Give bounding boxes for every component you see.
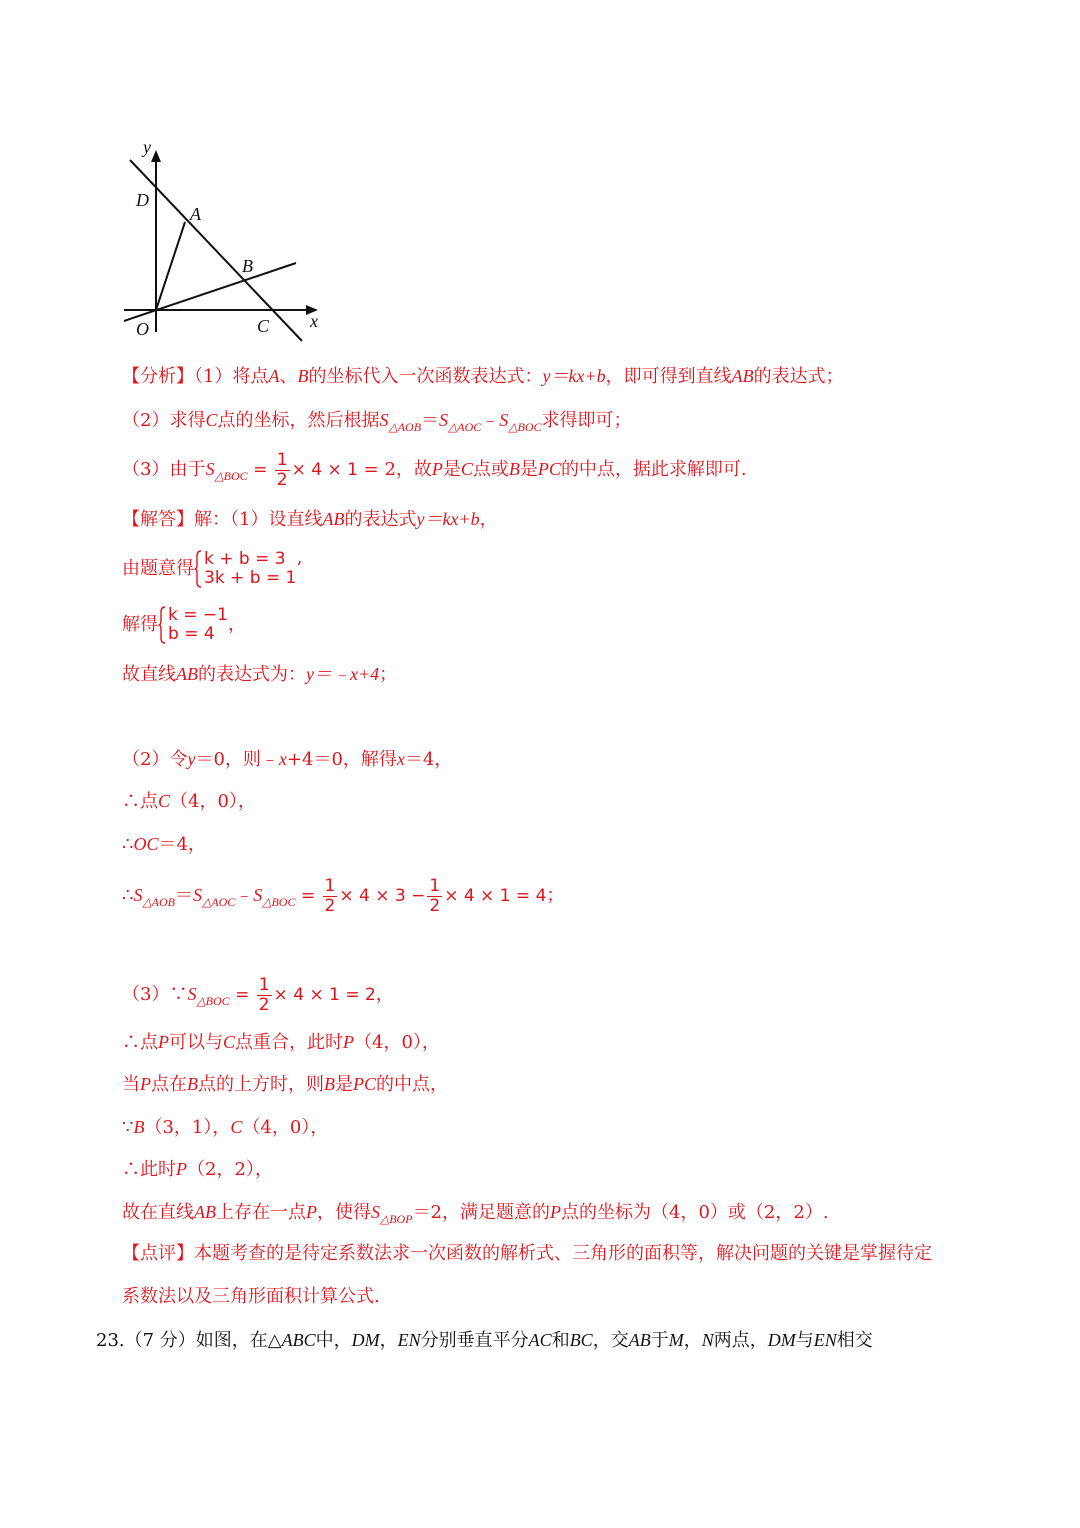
denominator: 2	[429, 895, 441, 916]
text: ∵	[122, 1117, 134, 1138]
point-b: B	[324, 1074, 335, 1094]
text: ＝	[175, 885, 194, 906]
text: 求得即可；	[541, 410, 632, 431]
text: ＝4，	[158, 834, 206, 855]
text: 是	[519, 459, 538, 480]
subscript: △AOC	[448, 420, 482, 434]
text: 点的坐标为（4，0）或（2，2）.	[561, 1202, 829, 1223]
fraction	[427, 877, 442, 916]
text: ＝	[421, 410, 440, 431]
segment-ab: AB	[628, 1330, 651, 1350]
point-c: C	[230, 1117, 243, 1137]
segment-dm: DM	[767, 1330, 796, 1350]
y-axis-arrow	[151, 150, 161, 162]
text: ∴点	[122, 791, 158, 812]
expression: × 4 × 1 = 4	[444, 886, 547, 906]
numerator: 1	[324, 875, 336, 896]
solution-line-1	[122, 507, 498, 532]
point-p: P	[550, 1202, 562, 1222]
text: 点重合，此时	[235, 1032, 344, 1053]
segment-bc: BC	[569, 1330, 593, 1350]
text: ，	[479, 509, 498, 530]
comment-tag: 【点评】	[122, 1243, 194, 1264]
solution-line-4	[122, 662, 397, 687]
text: 的表达式；	[753, 366, 844, 387]
point-p: P	[158, 1032, 169, 1052]
segment-oa	[156, 222, 185, 310]
brace-icon	[158, 606, 166, 644]
text: ＝4，	[404, 749, 453, 770]
formula: y＝kx+b	[416, 509, 480, 529]
point-p: P	[306, 1202, 317, 1222]
text: ＝0，则﹣	[195, 749, 279, 770]
point-n: N	[701, 1330, 714, 1350]
point-c: C	[223, 1032, 236, 1052]
text: ；	[546, 885, 565, 906]
text: （4，0），	[354, 1032, 440, 1053]
line-ab: AB	[176, 664, 198, 684]
text: 的坐标代入一次函数表达式：	[308, 366, 543, 387]
point-p: P	[343, 1032, 355, 1052]
equation-row: k = −1	[168, 605, 228, 625]
text: 点在	[151, 1074, 187, 1095]
text: ﹣	[481, 410, 500, 431]
solution-line-13	[122, 1157, 273, 1182]
text: 于	[650, 1330, 669, 1351]
numerator: 1	[276, 449, 288, 470]
text: （2）求得	[122, 410, 206, 431]
text: 解得	[122, 614, 158, 635]
text: 和	[551, 1330, 570, 1351]
text: 中，	[315, 1330, 352, 1351]
segment-pc: PC	[353, 1074, 377, 1094]
text: ∴	[122, 885, 134, 906]
point-b: B	[187, 1074, 198, 1094]
point-c: C	[158, 791, 171, 811]
segment-en: EN	[397, 1330, 421, 1350]
point-label-c: C	[257, 316, 270, 336]
analysis-line-2	[122, 408, 632, 439]
text: ，使得	[317, 1202, 371, 1223]
text: ∴此时	[122, 1159, 176, 1180]
subscript: △AOB	[388, 420, 422, 434]
point-p: P	[140, 1074, 151, 1094]
text: 的中点，	[376, 1074, 449, 1095]
area-symbol: S	[193, 885, 203, 905]
text: 与	[795, 1330, 814, 1351]
point-label-d: D	[136, 190, 149, 210]
text: 分别垂直平分	[420, 1330, 529, 1351]
point-label-o: O	[136, 319, 149, 339]
text: ，	[227, 614, 246, 635]
equals: =	[229, 985, 255, 1005]
text: 的表达式为：	[198, 664, 306, 685]
segment-pc: PC	[537, 459, 561, 479]
area-symbol: S	[439, 410, 449, 430]
point-m: M	[668, 1330, 684, 1350]
var-x: x	[278, 749, 287, 769]
text: 本题考查的是待定系数法求一次函数的解析式、三角形的面积等，解决问题的关键是掌握待定	[194, 1243, 932, 1264]
text: 相交	[836, 1330, 873, 1351]
text: （1）将点	[194, 366, 269, 387]
comment-line-1	[122, 1242, 932, 1266]
solution-line-14	[122, 1200, 829, 1231]
numerator: 1	[429, 875, 441, 896]
numerator: 1	[258, 974, 270, 995]
fraction	[275, 451, 290, 490]
text: 上存在一点	[216, 1202, 306, 1223]
text: 当	[122, 1074, 140, 1095]
subscript: △BOC	[214, 469, 248, 483]
text: 由题意得	[122, 558, 194, 579]
solution-line-2	[122, 548, 302, 590]
axis-label-y: y	[143, 138, 151, 157]
expression: × 4 × 3 −	[339, 886, 426, 906]
triangle-abc: ABC	[281, 1330, 316, 1350]
text: ，	[379, 1330, 398, 1351]
segment-oc: OC	[133, 834, 159, 854]
segment-dm: DM	[351, 1330, 380, 1350]
text: 点或	[472, 459, 509, 480]
denominator: 2	[324, 895, 336, 916]
solution-line-5	[122, 747, 452, 772]
text: 可以与	[169, 1032, 223, 1053]
text: （3）∵	[122, 984, 188, 1005]
fraction	[323, 877, 338, 916]
line-ob	[124, 263, 296, 321]
point-b: B	[297, 366, 309, 386]
text: 是	[442, 459, 461, 480]
denominator: 2	[258, 994, 270, 1015]
text: ’	[296, 558, 303, 579]
segment-ac: AC	[528, 1330, 552, 1350]
equals: =	[247, 460, 273, 480]
text: ＝2，满足题意的	[412, 1202, 551, 1223]
analysis-line-1	[122, 364, 844, 389]
solution-line-9	[122, 971, 394, 1024]
text: ∴	[122, 834, 134, 855]
equation-system	[158, 606, 228, 644]
point-c: C	[460, 459, 473, 479]
text: 故在直线	[122, 1202, 194, 1223]
text: （4，0），	[170, 791, 256, 812]
equation-row: 3k + b = 1	[204, 568, 297, 588]
subscript: △AOB	[142, 895, 176, 909]
point-p: P	[431, 459, 443, 479]
segment-en: EN	[813, 1330, 837, 1350]
line-ab: AB	[322, 509, 345, 529]
text: ，	[375, 984, 394, 1005]
fraction	[257, 976, 272, 1015]
text: （4，0），	[242, 1117, 329, 1138]
comment-line-2	[122, 1285, 380, 1309]
point-b: B	[508, 459, 520, 479]
point-label-a: A	[190, 204, 201, 224]
text: ，	[683, 1330, 702, 1351]
text: 故直线	[122, 664, 176, 685]
area-symbol: S	[499, 410, 509, 430]
brace-icon	[194, 550, 202, 588]
denominator: 2	[276, 469, 288, 490]
coordinate-figure	[118, 138, 338, 348]
equation-row: b = 4	[168, 624, 215, 644]
subscript: △AOC	[202, 895, 236, 909]
subscript: △BOP	[380, 1212, 413, 1226]
text: ，即可得到直线	[605, 366, 732, 387]
equation-row: k + b = 3	[204, 549, 286, 569]
text: （3）由于	[122, 459, 206, 480]
text: 解：（1）设直线	[194, 509, 323, 530]
text: 的表达式	[344, 509, 417, 530]
formula: y＝﹣x+4	[306, 664, 380, 684]
text: 、	[279, 366, 298, 387]
equation-system	[194, 550, 296, 588]
analysis-line-3	[122, 446, 747, 499]
area-symbol: S	[205, 459, 215, 479]
text: ，交	[592, 1330, 629, 1351]
text: ；	[379, 664, 398, 685]
text: ∴点	[122, 1032, 158, 1053]
subscript: △BOC	[262, 895, 296, 909]
text: 是	[335, 1074, 353, 1095]
analysis-tag: 【分析】	[122, 366, 194, 387]
subscript: △BOC	[508, 420, 542, 434]
text: （2）令	[122, 749, 188, 770]
text: 系数法以及三角形面积计算公式.	[122, 1286, 380, 1307]
solution-line-3	[122, 604, 246, 646]
question-23	[96, 1328, 873, 1353]
solution-line-6	[122, 789, 256, 814]
text: （2，2），	[187, 1159, 273, 1180]
solution-line-10	[122, 1030, 440, 1055]
expression: × 4 × 1 = 2	[273, 985, 376, 1005]
point-a: A	[268, 366, 280, 386]
equals: =	[295, 886, 321, 906]
subscript: △BOC	[196, 994, 230, 1008]
text: 23.（7 分）如图，在△	[96, 1330, 282, 1351]
point-b: B	[133, 1117, 145, 1137]
text: +4＝0，解得	[286, 749, 397, 770]
solution-line-11	[122, 1072, 448, 1097]
area-symbol: S	[133, 885, 143, 905]
line-ab: AB	[731, 366, 754, 386]
solution-line-7	[122, 832, 206, 857]
text: 点的坐标，然后根据	[217, 410, 380, 431]
point-label-b: B	[242, 256, 253, 276]
area-symbol: S	[187, 984, 197, 1004]
solution-line-8	[122, 872, 564, 925]
point-c: C	[205, 410, 218, 430]
text: （3，1），	[144, 1117, 231, 1138]
text: = 2，故	[357, 459, 432, 480]
line-ab: AB	[194, 1202, 216, 1222]
expression: × 4 × 1	[291, 460, 358, 480]
var-x: x	[396, 749, 405, 769]
text: ﹣	[235, 885, 254, 906]
var-y: y	[187, 749, 196, 769]
formula: y＝kx+b	[542, 366, 606, 386]
axis-label-x: x	[310, 311, 318, 331]
area-symbol: S	[253, 885, 263, 905]
text: 点的上方时，则	[198, 1074, 324, 1095]
solution-line-12	[122, 1115, 328, 1140]
area-symbol: S	[379, 410, 389, 430]
point-p: P	[176, 1159, 187, 1179]
text: 两点，	[713, 1330, 768, 1351]
solution-tag: 【解答】	[122, 509, 194, 530]
text: 的中点，据此求解即可.	[560, 459, 747, 480]
area-symbol: S	[371, 1202, 380, 1222]
